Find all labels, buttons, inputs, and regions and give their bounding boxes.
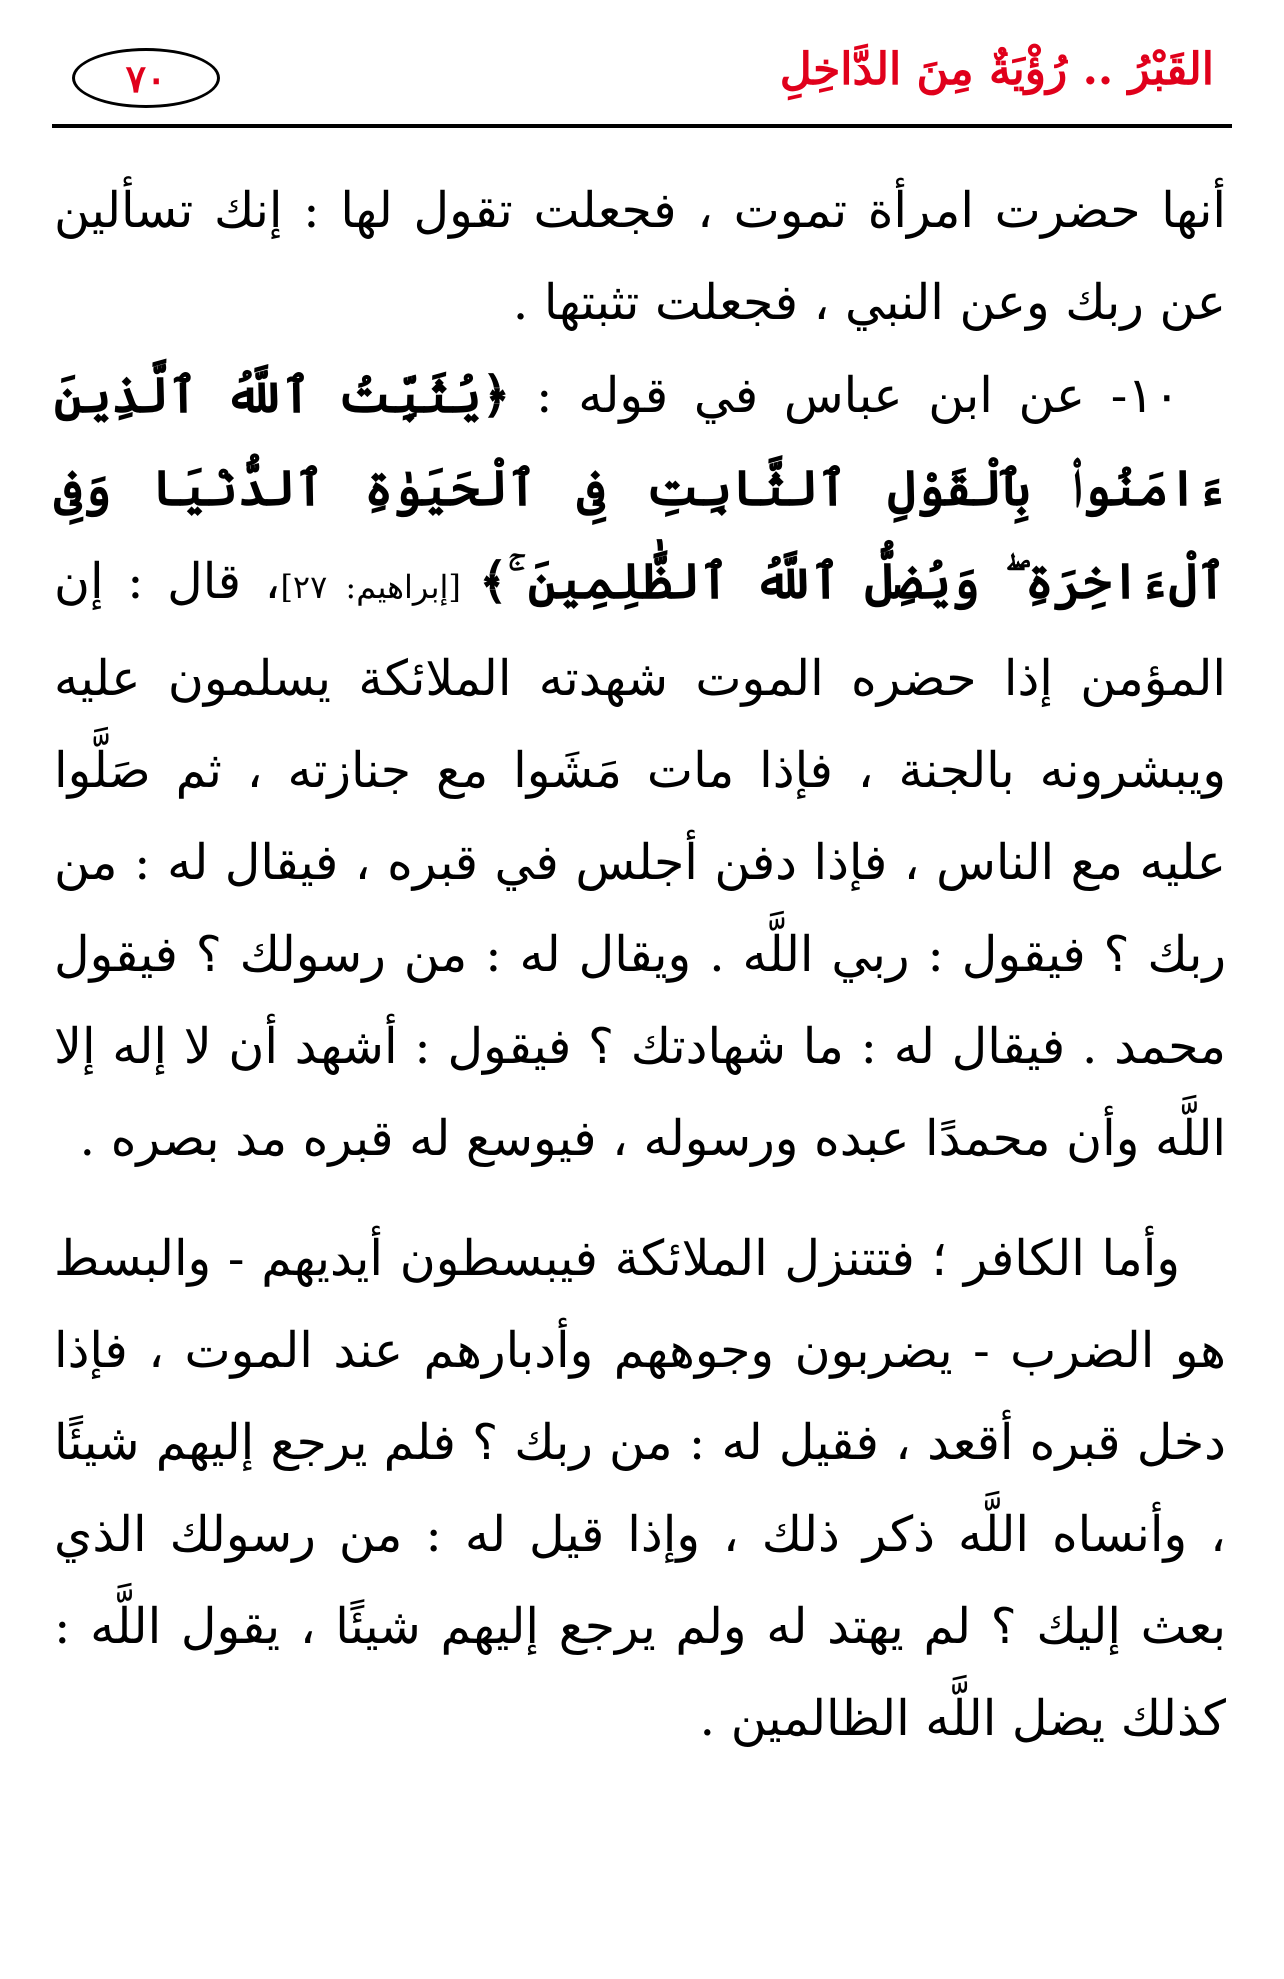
paragraph-kafir: وأما الكافر ؛ فتتنزل الملائكة فيبسطون أيديهم - والبسط هو الضرب - يضربون وجوههم وأدبارهم عند الموت ، فإذا دخل قبره أقعد ، فقيل له : من ربك ؟ فلم يرجع إليهم شيئًا ، وأنساه اللَّه ذكر ذلك ، وإذا قيل له : من رسولك الذي بعث إليك ؟ لم يهتد له ولم يرجع إليهم شيئًا ، يقول اللَّه : كذلك يضل اللَّه الظالمين . [54, 1230, 1226, 1747]
quran-close-bracket: ﴾ [478, 552, 508, 610]
quran-open-bracket: ﴿ [481, 366, 511, 424]
verse-reference: [إبراهيم: ٢٧] [280, 568, 479, 606]
header-rule [52, 124, 1232, 128]
paragraph-hadith-10 [54, 349, 1226, 1185]
paragraph-continuation: أنها حضرت امرأة تموت ، فجعلت تقول لها : إنك تسألين عن ربك وعن النبي ، فجعلت تثبتها . [54, 182, 1226, 331]
running-title: القَبْرُ .. رُؤْيَةٌ مِنَ الدَّاخِلِ [779, 44, 1214, 95]
quran-verse: يُثَبِّتُ ٱللَّهُ ٱلَّذِينَ ءَامَنُوا۟ بِٱلْقَوْلِ ٱلثَّابِتِ فِى ٱلْحَيَوٰةِ ٱلدُّنْيَا وَفِى ٱلْءَاخِرَةِ ۖ وَيُضِلُّ ٱللَّهُ ٱلظَّٰلِمِينَ ۚ [54, 366, 1227, 610]
hadith-intro: ١٠- عن ابن عباس في قوله : [510, 367, 1180, 424]
hadith-text: ، قال : إن المؤمن إذا حضره الموت شهدته الملائكة يسلمون عليه ويبشرونه بالجنة ، فإذا مات مَشَوا مع جنازته ، ثم صَلَّوا عليه مع الناس ، فإذا دفن أجلس في قبره ، فيقال له : من ربك ؟ فيقول : ربي اللَّه . ويقال له : من رسولك ؟ فيقول محمد . فيقال له : ما شهادتك ؟ فيقول : أشهد أن لا إله إلا اللَّه وأن محمدًا عبده ورسوله ، فيوسع له قبره مد بصره . [54, 553, 1226, 1167]
page-header [52, 36, 1232, 128]
page-number: ٧٠ [72, 48, 220, 108]
page-body [54, 165, 1226, 1765]
